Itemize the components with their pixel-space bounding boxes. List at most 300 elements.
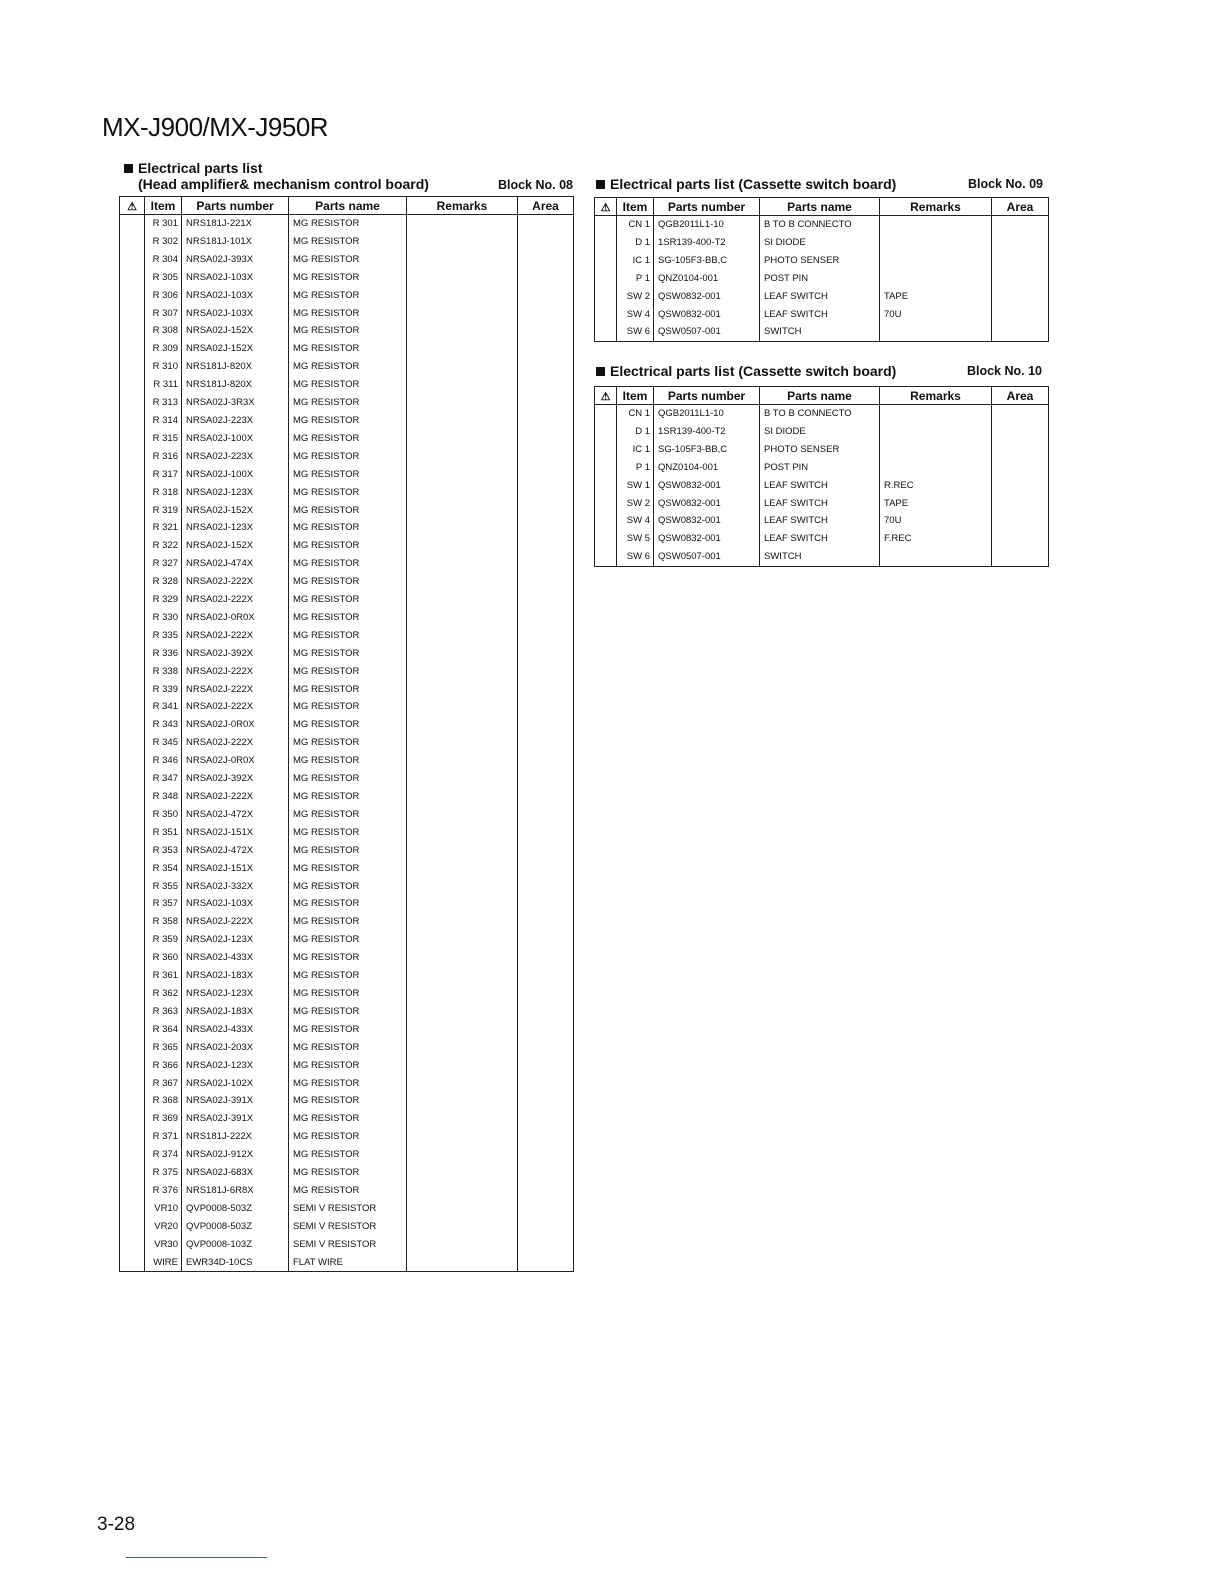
remarks-cell	[407, 251, 518, 269]
item-cell: R 307	[145, 305, 182, 323]
parts-number-cell: NRSA02J-222X	[182, 591, 289, 609]
parts-number-cell: EWR34D-10CS	[182, 1254, 289, 1272]
parts-number-cell: QSW0832-001	[654, 530, 760, 548]
item-cell: R 315	[145, 430, 182, 448]
warning-cell	[120, 1128, 145, 1146]
table-row	[120, 1182, 574, 1200]
remarks-cell: TAPE	[880, 288, 992, 306]
area-cell	[518, 1182, 574, 1200]
parts-name-cell: B TO B CONNECTO	[760, 216, 880, 234]
remarks-cell	[407, 681, 518, 699]
item-cell: SW 4	[617, 306, 654, 324]
warning-cell	[120, 931, 145, 949]
item-cell: R 375	[145, 1164, 182, 1182]
warning-triangle-icon: ⚠	[120, 197, 145, 215]
item-cell: R 338	[145, 663, 182, 681]
table-row	[120, 215, 574, 233]
area-cell	[518, 627, 574, 645]
remarks-cell	[880, 234, 992, 252]
parts-name-cell: MG RESISTOR	[289, 698, 407, 716]
col-parts-name: Parts name	[760, 387, 880, 405]
block08-number: Block No. 08	[497, 178, 573, 192]
table-row	[120, 555, 574, 573]
table-row	[595, 323, 1049, 341]
parts-name-cell: MG RESISTOR	[289, 233, 407, 251]
parts-name-cell: MG RESISTOR	[289, 931, 407, 949]
block09-heading	[596, 176, 1043, 194]
table-row	[595, 495, 1049, 513]
area-cell	[992, 548, 1049, 566]
parts-name-cell: MG RESISTOR	[289, 752, 407, 770]
area-cell	[518, 340, 574, 358]
parts-name-cell: MG RESISTOR	[289, 1021, 407, 1039]
table-row	[120, 1146, 574, 1164]
parts-name-cell: LEAF SWITCH	[760, 477, 880, 495]
remarks-cell: 70U	[880, 306, 992, 324]
warning-cell	[120, 1200, 145, 1218]
parts-name-cell: MG RESISTOR	[289, 1146, 407, 1164]
table-row	[120, 1254, 574, 1272]
area-cell	[992, 216, 1049, 234]
parts-number-cell: NRSA02J-123X	[182, 484, 289, 502]
area-cell	[992, 477, 1049, 495]
parts-number-cell: NRSA02J-102X	[182, 1075, 289, 1093]
item-cell: P 1	[617, 459, 654, 477]
parts-number-cell: NRSA02J-151X	[182, 824, 289, 842]
table-row	[120, 663, 574, 681]
remarks-cell	[407, 573, 518, 591]
warning-cell	[595, 512, 617, 530]
item-cell: R 336	[145, 645, 182, 663]
remarks-cell	[407, 1236, 518, 1254]
remarks-cell	[407, 913, 518, 931]
item-cell: D 1	[617, 423, 654, 441]
item-cell: IC 1	[617, 441, 654, 459]
table-row	[595, 405, 1049, 423]
remarks-cell	[407, 806, 518, 824]
remarks-cell	[407, 878, 518, 896]
table-row	[120, 573, 574, 591]
area-cell	[518, 555, 574, 573]
block10-heading-text: Electrical parts list (Cassette switch board)	[610, 363, 897, 379]
remarks-cell	[407, 1254, 518, 1272]
remarks-cell	[407, 1200, 518, 1218]
item-cell: R 351	[145, 824, 182, 842]
area-cell	[518, 394, 574, 412]
bullet-square-icon	[596, 180, 605, 189]
parts-name-cell: MG RESISTOR	[289, 1057, 407, 1075]
item-cell: VR10	[145, 1200, 182, 1218]
col-remarks: Remarks	[407, 197, 518, 215]
area-cell	[518, 287, 574, 305]
warning-cell	[120, 645, 145, 663]
remarks-cell	[407, 394, 518, 412]
parts-number-cell: NRSA02J-222X	[182, 734, 289, 752]
parts-name-cell: SWITCH	[760, 548, 880, 566]
table-row	[595, 234, 1049, 252]
warning-cell	[120, 1164, 145, 1182]
parts-name-cell: MG RESISTOR	[289, 609, 407, 627]
parts-number-cell: NRSA02J-683X	[182, 1164, 289, 1182]
area-cell	[518, 770, 574, 788]
table-row	[120, 519, 574, 537]
table-row	[120, 627, 574, 645]
item-cell: R 330	[145, 609, 182, 627]
remarks-cell: F.REC	[880, 530, 992, 548]
area-cell	[518, 1092, 574, 1110]
item-cell: R 374	[145, 1146, 182, 1164]
table-row	[120, 788, 574, 806]
parts-name-cell: SEMI V RESISTOR	[289, 1200, 407, 1218]
warning-cell	[120, 555, 145, 573]
table-row	[120, 484, 574, 502]
item-cell: R 321	[145, 519, 182, 537]
remarks-cell	[407, 412, 518, 430]
col-area: Area	[518, 197, 574, 215]
remarks-cell	[407, 1057, 518, 1075]
area-cell	[518, 842, 574, 860]
area-cell	[518, 1039, 574, 1057]
item-cell: SW 4	[617, 512, 654, 530]
parts-number-cell: NRS181J-221X	[182, 215, 289, 233]
item-cell: R 348	[145, 788, 182, 806]
parts-number-cell: NRSA02J-912X	[182, 1146, 289, 1164]
item-cell: SW 2	[617, 288, 654, 306]
remarks-cell	[407, 305, 518, 323]
remarks-cell	[880, 423, 992, 441]
table-row	[120, 1236, 574, 1254]
warning-cell	[120, 269, 145, 287]
parts-name-cell: SI DIODE	[760, 423, 880, 441]
warning-cell	[120, 448, 145, 466]
item-cell: R 301	[145, 215, 182, 233]
parts-number-cell: NRSA02J-223X	[182, 412, 289, 430]
warning-cell	[120, 842, 145, 860]
area-cell	[518, 824, 574, 842]
table-row	[595, 288, 1049, 306]
area-cell	[992, 405, 1049, 423]
item-cell: R 343	[145, 716, 182, 734]
area-cell	[518, 322, 574, 340]
warning-cell	[595, 270, 617, 288]
area-cell	[992, 530, 1049, 548]
parts-name-cell: MG RESISTOR	[289, 1039, 407, 1057]
area-cell	[518, 215, 574, 233]
item-cell: R 363	[145, 1003, 182, 1021]
parts-number-cell: NRSA02J-472X	[182, 842, 289, 860]
parts-number-cell: NRSA02J-472X	[182, 806, 289, 824]
item-cell: R 350	[145, 806, 182, 824]
area-cell	[518, 716, 574, 734]
area-cell	[518, 269, 574, 287]
item-cell: R 310	[145, 358, 182, 376]
parts-number-cell: NRSA02J-391X	[182, 1110, 289, 1128]
remarks-cell	[880, 441, 992, 459]
warning-cell	[120, 1021, 145, 1039]
remarks-cell	[407, 215, 518, 233]
area-cell	[518, 466, 574, 484]
remarks-cell	[880, 252, 992, 270]
remarks-cell	[407, 1039, 518, 1057]
table-row	[120, 394, 574, 412]
parts-number-cell: NRSA02J-123X	[182, 1057, 289, 1075]
remarks-cell	[407, 770, 518, 788]
table-row	[120, 931, 574, 949]
parts-name-cell: MG RESISTOR	[289, 949, 407, 967]
area-cell	[518, 1146, 574, 1164]
parts-name-cell: MG RESISTOR	[289, 1003, 407, 1021]
parts-number-cell: NRSA02J-393X	[182, 251, 289, 269]
warning-cell	[120, 1236, 145, 1254]
parts-name-cell: MG RESISTOR	[289, 681, 407, 699]
parts-number-cell: QSW0832-001	[654, 288, 760, 306]
block08-heading	[124, 160, 573, 194]
item-cell: CN 1	[617, 216, 654, 234]
item-cell: R 353	[145, 842, 182, 860]
bullet-square-icon	[124, 164, 133, 173]
parts-name-cell: MG RESISTOR	[289, 770, 407, 788]
parts-number-cell: NRSA02J-151X	[182, 860, 289, 878]
item-cell: R 354	[145, 860, 182, 878]
parts-number-cell: NRS181J-6R8X	[182, 1182, 289, 1200]
parts-number-cell: NRSA02J-103X	[182, 895, 289, 913]
table-row	[595, 216, 1049, 234]
item-cell: R 309	[145, 340, 182, 358]
warning-cell	[120, 770, 145, 788]
remarks-cell	[407, 609, 518, 627]
table-row	[120, 466, 574, 484]
parts-name-cell: MG RESISTOR	[289, 645, 407, 663]
parts-number-cell: NRSA02J-392X	[182, 770, 289, 788]
col-item: Item	[617, 198, 654, 216]
item-cell: R 305	[145, 269, 182, 287]
area-cell	[518, 537, 574, 555]
parts-number-cell: SG-105F3-BB,C	[654, 252, 760, 270]
remarks-cell	[407, 340, 518, 358]
parts-name-cell: MG RESISTOR	[289, 412, 407, 430]
item-cell: R 339	[145, 681, 182, 699]
parts-number-cell: NRSA02J-103X	[182, 305, 289, 323]
parts-number-cell: QNZ0104-001	[654, 459, 760, 477]
area-cell	[992, 288, 1049, 306]
remarks-cell	[407, 627, 518, 645]
item-cell: SW 5	[617, 530, 654, 548]
table-row	[120, 412, 574, 430]
block09-parts-table	[594, 197, 1049, 342]
col-item: Item	[145, 197, 182, 215]
remarks-cell	[407, 448, 518, 466]
area-cell	[518, 1164, 574, 1182]
warning-cell	[120, 967, 145, 985]
warning-cell	[595, 548, 617, 566]
table-row	[120, 233, 574, 251]
parts-name-cell: MG RESISTOR	[289, 502, 407, 520]
warning-cell	[120, 1218, 145, 1236]
item-cell: R 302	[145, 233, 182, 251]
area-cell	[518, 430, 574, 448]
item-cell: R 368	[145, 1092, 182, 1110]
warning-cell	[120, 519, 145, 537]
warning-cell	[120, 663, 145, 681]
area-cell	[518, 681, 574, 699]
parts-name-cell: FLAT WIRE	[289, 1254, 407, 1272]
parts-number-cell: QSW0832-001	[654, 477, 760, 495]
table-row	[120, 770, 574, 788]
item-cell: SW 2	[617, 495, 654, 513]
item-cell: R 364	[145, 1021, 182, 1039]
parts-name-cell: MG RESISTOR	[289, 788, 407, 806]
table-row	[120, 1128, 574, 1146]
warning-cell	[120, 484, 145, 502]
area-cell	[518, 591, 574, 609]
area-cell	[518, 967, 574, 985]
warning-cell	[120, 752, 145, 770]
warning-cell	[595, 495, 617, 513]
parts-number-cell: QSW0832-001	[654, 512, 760, 530]
parts-number-cell: NRSA02J-100X	[182, 466, 289, 484]
area-cell	[518, 233, 574, 251]
item-cell: R 345	[145, 734, 182, 752]
remarks-cell	[407, 1164, 518, 1182]
warning-cell	[120, 806, 145, 824]
parts-name-cell: MG RESISTOR	[289, 806, 407, 824]
parts-name-cell: MG RESISTOR	[289, 430, 407, 448]
parts-number-cell: QGB2011L1-10	[654, 405, 760, 423]
remarks-cell	[407, 1075, 518, 1093]
remarks-cell	[407, 734, 518, 752]
parts-number-cell: QVP0008-503Z	[182, 1218, 289, 1236]
block10-heading	[596, 363, 1042, 381]
warning-cell	[120, 322, 145, 340]
parts-number-cell: NRSA02J-222X	[182, 681, 289, 699]
remarks-cell	[407, 663, 518, 681]
parts-number-cell: QSW0832-001	[654, 495, 760, 513]
warning-cell	[120, 734, 145, 752]
table-row	[120, 305, 574, 323]
parts-name-cell: MG RESISTOR	[289, 484, 407, 502]
item-cell: R 308	[145, 322, 182, 340]
item-cell: SW 1	[617, 477, 654, 495]
parts-name-cell: MG RESISTOR	[289, 860, 407, 878]
area-cell	[518, 376, 574, 394]
table-row	[120, 1075, 574, 1093]
item-cell: IC 1	[617, 252, 654, 270]
remarks-cell	[880, 216, 992, 234]
area-cell	[518, 645, 574, 663]
remarks-cell	[407, 645, 518, 663]
table-header-row	[595, 198, 1049, 216]
item-cell: R 367	[145, 1075, 182, 1093]
warning-cell	[120, 466, 145, 484]
item-cell: VR20	[145, 1218, 182, 1236]
parts-number-cell: NRS181J-101X	[182, 233, 289, 251]
area-cell	[518, 1003, 574, 1021]
item-cell: R 365	[145, 1039, 182, 1057]
warning-cell	[120, 430, 145, 448]
item-cell: R 358	[145, 913, 182, 931]
table-row	[120, 269, 574, 287]
parts-number-cell: NRSA02J-123X	[182, 931, 289, 949]
area-cell	[992, 495, 1049, 513]
remarks-cell	[880, 323, 992, 341]
remarks-cell	[407, 1092, 518, 1110]
table-row	[120, 287, 574, 305]
parts-name-cell: MG RESISTOR	[289, 985, 407, 1003]
parts-name-cell: LEAF SWITCH	[760, 495, 880, 513]
item-cell: R 341	[145, 698, 182, 716]
remarks-cell	[407, 1021, 518, 1039]
warning-triangle-icon: ⚠	[595, 198, 617, 216]
parts-name-cell: MG RESISTOR	[289, 967, 407, 985]
remarks-cell	[407, 1218, 518, 1236]
item-cell: SW 6	[617, 548, 654, 566]
warning-cell	[595, 252, 617, 270]
warning-cell	[120, 1254, 145, 1272]
area-cell	[518, 895, 574, 913]
parts-number-cell: NRSA02J-103X	[182, 287, 289, 305]
page-number: 3-28	[97, 1514, 136, 1535]
warning-cell	[595, 441, 617, 459]
parts-number-cell: NRSA02J-183X	[182, 1003, 289, 1021]
warning-cell	[595, 323, 617, 341]
item-cell: R 322	[145, 537, 182, 555]
item-cell: R 311	[145, 376, 182, 394]
area-cell	[518, 806, 574, 824]
table-row	[595, 530, 1049, 548]
parts-name-cell: MG RESISTOR	[289, 358, 407, 376]
item-cell: R 357	[145, 895, 182, 913]
parts-number-cell: NRS181J-820X	[182, 376, 289, 394]
area-cell	[518, 1200, 574, 1218]
parts-number-cell: QSW0507-001	[654, 323, 760, 341]
table-row	[120, 537, 574, 555]
parts-number-cell: NRSA02J-222X	[182, 788, 289, 806]
block09-number: Block No. 09	[967, 177, 1043, 191]
table-row	[120, 1039, 574, 1057]
remarks-cell	[407, 1146, 518, 1164]
parts-name-cell: LEAF SWITCH	[760, 530, 880, 548]
area-cell	[518, 573, 574, 591]
table-row	[120, 376, 574, 394]
remarks-cell	[407, 287, 518, 305]
table-row	[120, 806, 574, 824]
item-cell: R 366	[145, 1057, 182, 1075]
remarks-cell	[407, 752, 518, 770]
table-row	[120, 895, 574, 913]
area-cell	[992, 459, 1049, 477]
col-item: Item	[617, 387, 654, 405]
remarks-cell	[407, 698, 518, 716]
table-row	[120, 1110, 574, 1128]
remarks-cell	[880, 405, 992, 423]
block08-heading-line2: (Head amplifier& mechanism control board)	[138, 176, 429, 192]
area-cell	[518, 1021, 574, 1039]
item-cell: WIRE	[145, 1254, 182, 1272]
block08-heading-line1: Electrical parts list	[138, 160, 263, 176]
remarks-cell	[407, 842, 518, 860]
col-remarks: Remarks	[880, 198, 992, 216]
document-title: MX-J900/MX-J950R	[102, 112, 329, 142]
parts-number-cell: NRSA02J-222X	[182, 573, 289, 591]
warning-cell	[120, 412, 145, 430]
warning-cell	[120, 985, 145, 1003]
area-cell	[518, 698, 574, 716]
area-cell	[518, 1110, 574, 1128]
remarks-cell	[407, 376, 518, 394]
warning-cell	[595, 405, 617, 423]
area-cell	[518, 1057, 574, 1075]
parts-number-cell: NRSA02J-203X	[182, 1039, 289, 1057]
